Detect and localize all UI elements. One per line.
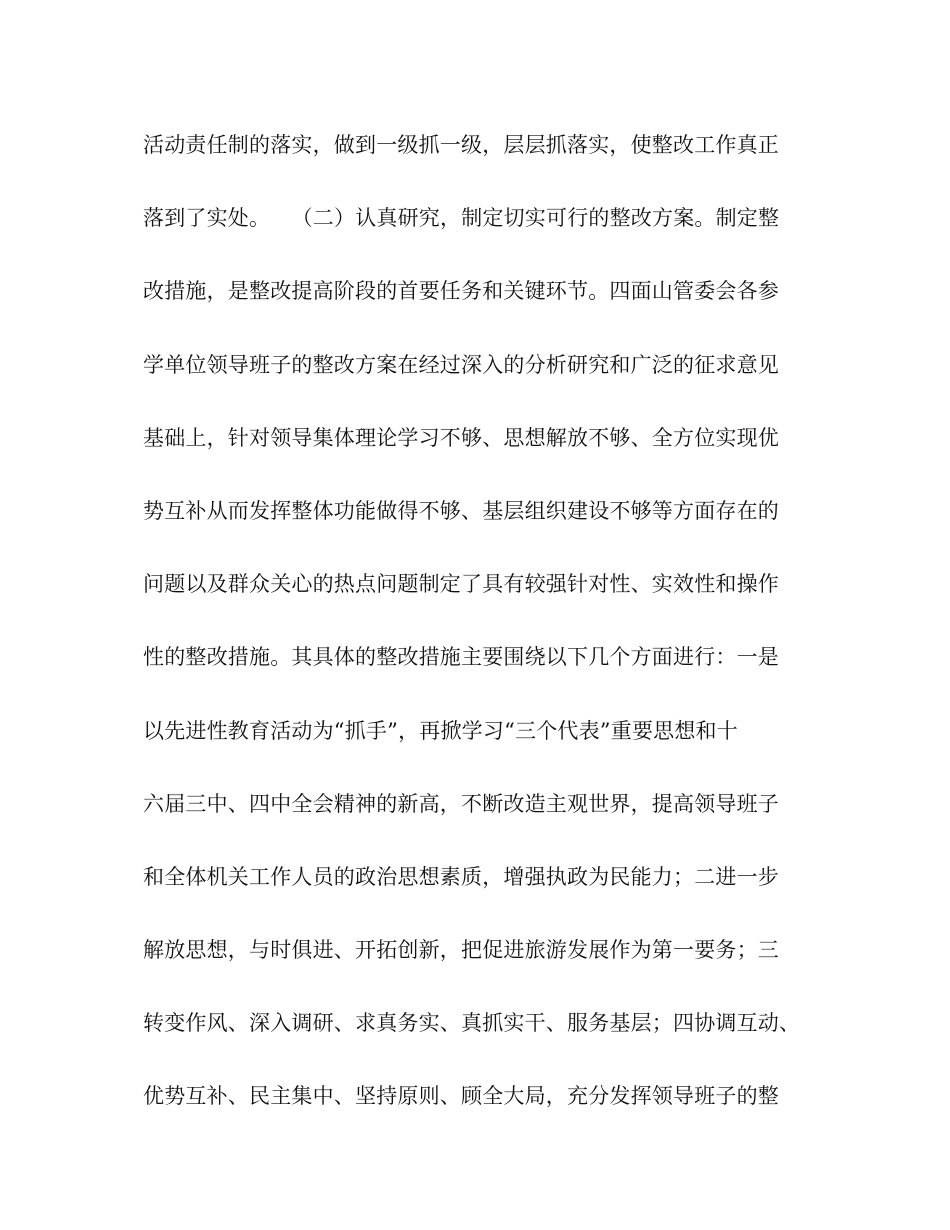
body-text (143, 124, 823, 1149)
text-line: 改措施，是整改提高阶段的首要任务和关键环节。四面山管委会各参 (143, 279, 779, 304)
text-line: 基础上，针对领导集体理论学习不够、思想解放不够、全方位实现优 (143, 425, 779, 450)
text-line: 和全体机关工作人员的政治思想素质，增强执政为民能力；二进一步 (143, 864, 779, 889)
text-line: 落到了实处。 （二）认真研究，制定切实可行的整改方案。制定整 (143, 206, 780, 231)
text-line: 解放思想，与时俱进、开拓创新，把促进旅游发展作为第一要务；三 (143, 938, 779, 963)
text-line: 转变作风、深入调研、求真务实、真抓实干、服务基层；四协调互动、 (143, 1011, 801, 1036)
text-line: 问题以及群众关心的热点问题制定了具有较强针对性、实效性和操作 (143, 572, 779, 597)
text-line: 势互补从而发挥整体功能做得不够、基层组织建设不够等方面存在的 (143, 498, 779, 523)
text-line: 以先进性教育活动为“抓手”，再掀学习“三个代表”重要思想和十 (143, 718, 738, 743)
text-line: 性的整改措施。其具体的整改措施主要围绕以下几个方面进行：一是 (143, 645, 779, 670)
text-line: 优势互补、民主集中、坚持原则、顾全大局，充分发挥领导班子的整 (143, 1084, 779, 1109)
text-line: 活动责任制的落实，做到一级抓一级，层层抓落实，使整改工作真正 (143, 133, 779, 157)
text-line: 六届三中、四中全会精神的新高，不断改造主观世界，提高领导班子 (143, 791, 779, 816)
text-line: 学单位领导班子的整改方案在经过深入的分析研究和广泛的征求意见 (143, 352, 779, 377)
